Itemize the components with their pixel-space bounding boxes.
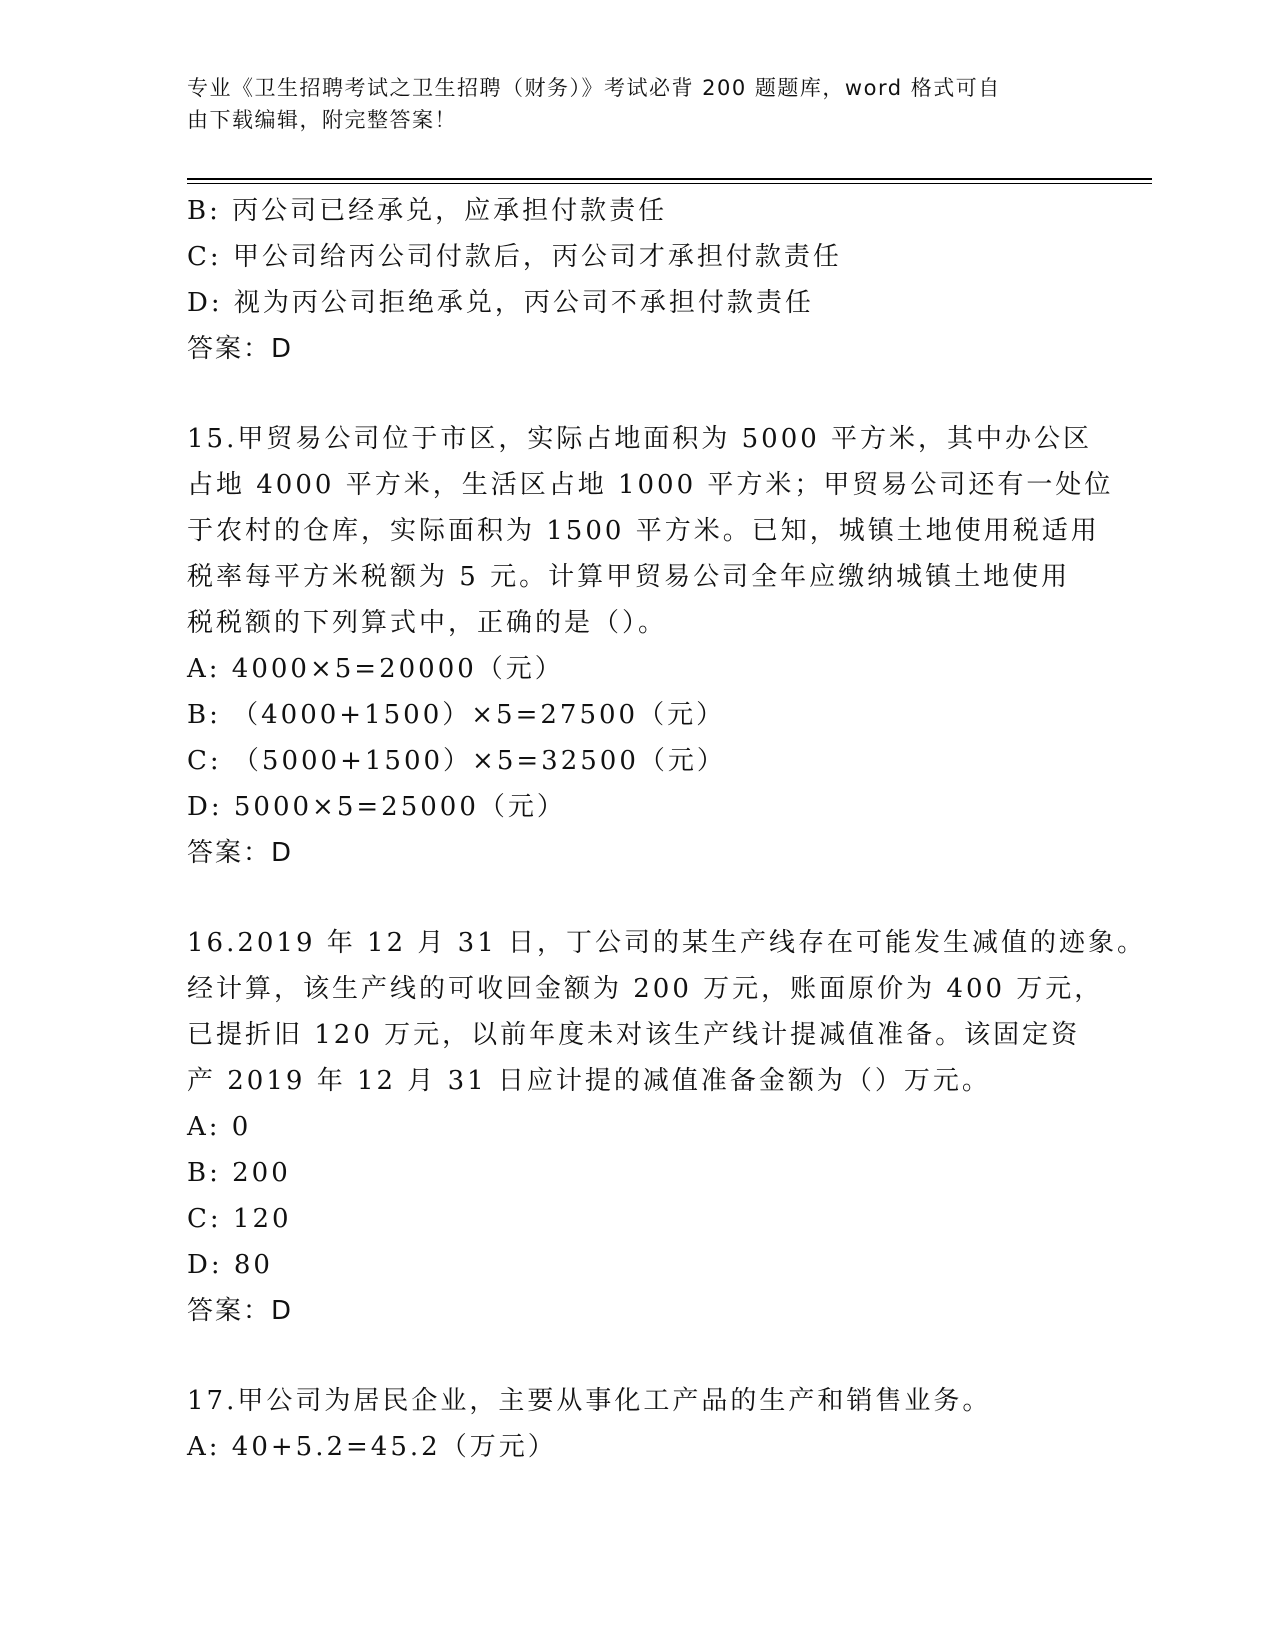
header-rule-thick — [187, 178, 1152, 180]
option-d: D: 5000×5=25000（元） — [187, 792, 566, 822]
page-header — [187, 72, 1087, 136]
question-stem — [187, 416, 1114, 646]
question-16 — [187, 920, 1147, 1334]
header-rule-thin — [187, 183, 1152, 184]
question-stem — [187, 1378, 1077, 1424]
option-d: D: 80 — [187, 1250, 273, 1280]
spacer — [187, 876, 1077, 920]
stem-line: 已提折旧 120 万元，以前年度未对该生产线计提减值准备。该固定资 — [187, 1020, 1081, 1050]
stem-line: 17.甲公司为居民企业，主要从事化工产品的生产和销售业务。 — [187, 1386, 992, 1416]
spacer — [187, 1334, 1077, 1378]
option-d: D: 视为丙公司拒绝承兑，丙公司不承担付款责任 — [187, 288, 814, 318]
stem-line: 经计算，该生产线的可收回金额为 200 万元，账面原价为 400 万元， — [187, 974, 1104, 1004]
spacer — [187, 372, 1077, 416]
header-line-2: 由下载编辑，附完整答案！ — [187, 108, 457, 132]
option-a: A: 0 — [187, 1112, 252, 1142]
question-17 — [187, 1378, 1077, 1470]
option-b: B: 200 — [187, 1158, 291, 1188]
question-14 — [187, 188, 1077, 372]
header-line-1: 专业《卫生招聘考试之卫生招聘（财务）》考试必背 200 题题库，word 格式可自 — [187, 76, 1001, 100]
question-list — [187, 188, 1147, 1470]
answer: 答案：D — [187, 1296, 294, 1326]
option-a: A: 4000×5=20000（元） — [187, 654, 564, 684]
question-15 — [187, 416, 1114, 876]
answer: 答案：D — [187, 838, 294, 868]
option-c: C: （5000+1500）×5=32500（元） — [187, 746, 726, 776]
stem-line: 16.2019 年 12 月 31 日，丁公司的某生产线存在可能发生减值的迹象。 — [187, 928, 1147, 958]
option-b: B: 丙公司已经承兑，应承担付款责任 — [187, 196, 668, 226]
stem-line: 税税额的下列算式中，正确的是（）。 — [187, 608, 668, 638]
question-stem — [187, 920, 1147, 1104]
stem-line: 税率每平方米税额为 5 元。计算甲贸易公司全年应缴纳城镇土地使用 — [187, 562, 1071, 592]
answer: 答案：D — [187, 334, 294, 364]
option-b: B: （4000+1500）×5=27500（元） — [187, 700, 726, 730]
stem-line: 占地 4000 平方米，生活区占地 1000 平方米；甲贸易公司还有一处位 — [187, 470, 1114, 500]
stem-line: 15.甲贸易公司位于市区，实际占地面积为 5000 平方米，其中办公区 — [187, 424, 1093, 454]
stem-line: 产 2019 年 12 月 31 日应计提的减值准备金额为（）万元。 — [187, 1066, 991, 1096]
option-c: C: 120 — [187, 1204, 292, 1234]
stem-line: 于农村的仓库，实际面积为 1500 平方米。已知，城镇土地使用税适用 — [187, 516, 1100, 546]
option-a: A: 40+5.2=45.2（万元） — [187, 1432, 557, 1462]
option-c: C: 甲公司给丙公司付款后，丙公司才承担付款责任 — [187, 242, 842, 272]
